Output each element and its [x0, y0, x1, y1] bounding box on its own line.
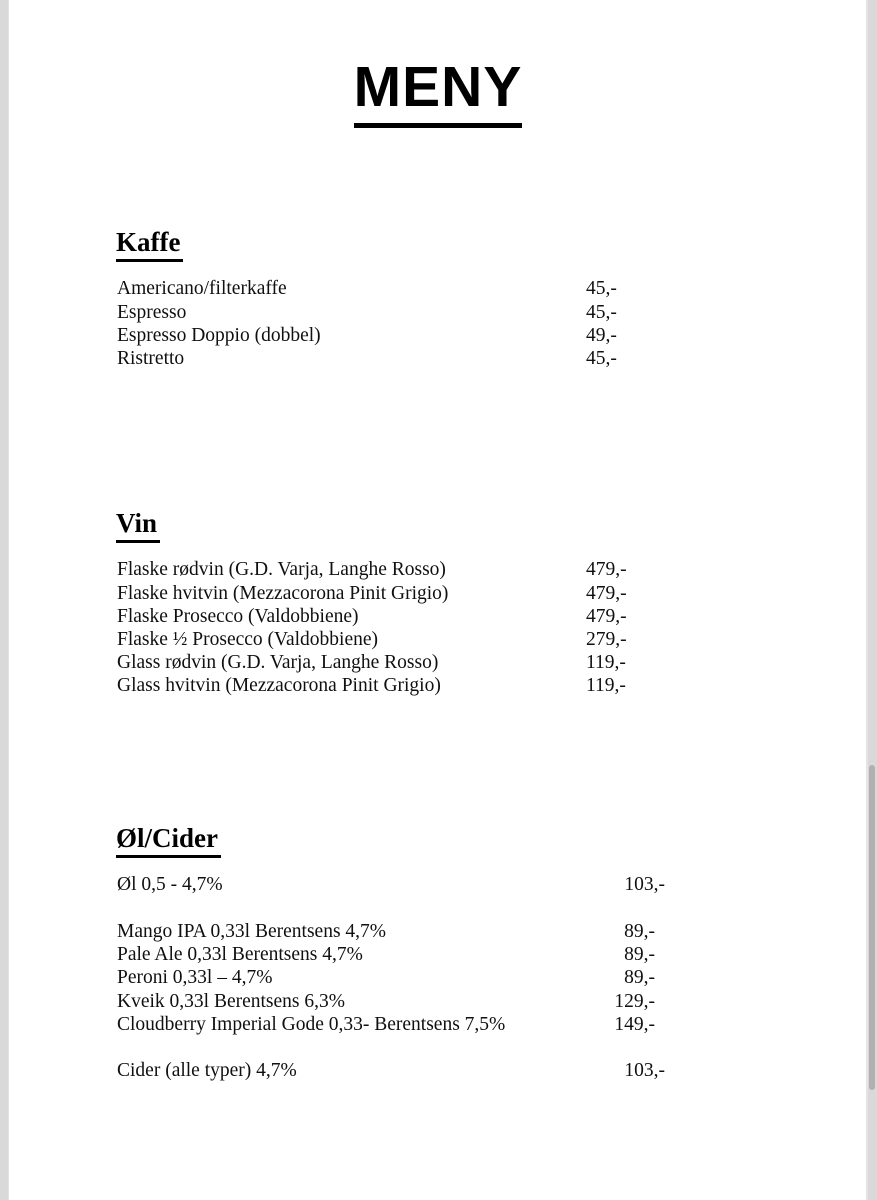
menu-item	[117, 347, 729, 370]
menu-item-price: 103,-	[624, 874, 665, 896]
menu-item-name: Cloudberry Imperial Gode 0,33- Berentsens 7,5%	[117, 1013, 506, 1035]
menu-item-name: Peroni 0,33l – 4,7%	[117, 967, 273, 989]
menu-item-name: Ristretto	[117, 347, 185, 369]
menu-item-price: 119,-	[586, 675, 626, 697]
menu-item-list-ol-cider	[117, 873, 729, 1082]
menu-item	[117, 558, 729, 581]
menu-item-price: 129,-	[614, 990, 655, 1012]
menu-item-name: Flaske Prosecco (Valdobbiene)	[117, 605, 359, 627]
menu-item-name: Cider (alle typer) 4,7%	[117, 1060, 297, 1082]
menu-item-name: Glass rødvin (G.D. Varja, Langhe Rosso)	[117, 652, 439, 674]
menu-item	[117, 1013, 729, 1036]
menu-item-name: Espresso	[117, 301, 187, 323]
menu-section-kaffe	[109, 228, 729, 370]
page-edge-left	[8, 0, 9, 1200]
menu-item-price: 119,-	[586, 652, 626, 674]
page-title-text: MENY	[354, 59, 523, 128]
section-heading-ol-cider: Øl/Cider	[116, 824, 221, 858]
menu-section-vin	[109, 509, 729, 697]
menu-item-list-kaffe	[117, 277, 729, 370]
menu-item	[117, 582, 729, 605]
menu-item-price: 89,-	[624, 944, 655, 966]
menu-item-price: 45,-	[586, 347, 617, 369]
menu-item	[117, 628, 729, 651]
menu-item-price: 149,-	[614, 1013, 655, 1035]
menu-item-price: 45,-	[586, 301, 617, 323]
menu-item-price: 103,-	[624, 1060, 665, 1082]
menu-item-name: Flaske rødvin (G.D. Varja, Langhe Rosso)	[117, 559, 446, 581]
menu-page	[8, 0, 868, 1200]
menu-item	[117, 943, 729, 966]
menu-item-price: 479,-	[586, 559, 627, 581]
menu-item	[117, 651, 729, 674]
menu-item-price: 49,-	[586, 324, 617, 346]
section-heading-kaffe: Kaffe	[116, 228, 183, 262]
menu-item	[117, 674, 729, 697]
menu-item-name: Espresso Doppio (dobbel)	[117, 324, 321, 346]
menu-item	[117, 966, 729, 989]
menu-item	[117, 990, 729, 1013]
page-title	[8, 55, 868, 128]
menu-item	[117, 605, 729, 628]
menu-item-price: 89,-	[624, 921, 655, 943]
menu-item-name: Flaske ½ Prosecco (Valdobbiene)	[117, 628, 379, 650]
menu-item-list-vin	[117, 558, 729, 697]
vertical-scrollbar[interactable]	[868, 0, 877, 1200]
menu-item-price: 279,-	[586, 628, 627, 650]
menu-item-name: Øl 0,5 - 4,7%	[117, 874, 223, 896]
menu-content	[8, 0, 868, 1200]
menu-item-price: 479,-	[586, 605, 627, 627]
menu-item-name: Mango IPA 0,33l Berentsens 4,7%	[117, 921, 387, 943]
menu-item	[117, 277, 729, 300]
menu-item-name: Americano/filterkaffe	[117, 278, 287, 300]
menu-item-name: Kveik 0,33l Berentsens 6,3%	[117, 990, 346, 1012]
menu-item-name: Flaske hvitvin (Mezzacorona Pinit Grigio)	[117, 582, 449, 604]
menu-item-name: Glass hvitvin (Mezzacorona Pinit Grigio)	[117, 675, 441, 697]
menu-item-price: 45,-	[586, 278, 617, 300]
menu-item	[117, 920, 729, 943]
menu-item-price: 89,-	[624, 967, 655, 989]
menu-item	[117, 324, 729, 347]
menu-item-name: Pale Ale 0,33l Berentsens 4,7%	[117, 944, 363, 966]
menu-item	[117, 301, 729, 324]
scrollbar-thumb[interactable]	[869, 765, 875, 1090]
section-heading-vin: Vin	[116, 509, 160, 543]
menu-section-ol-cider	[109, 824, 729, 1083]
menu-item-price: 479,-	[586, 582, 627, 604]
menu-item	[117, 873, 729, 896]
menu-item	[117, 1059, 729, 1082]
